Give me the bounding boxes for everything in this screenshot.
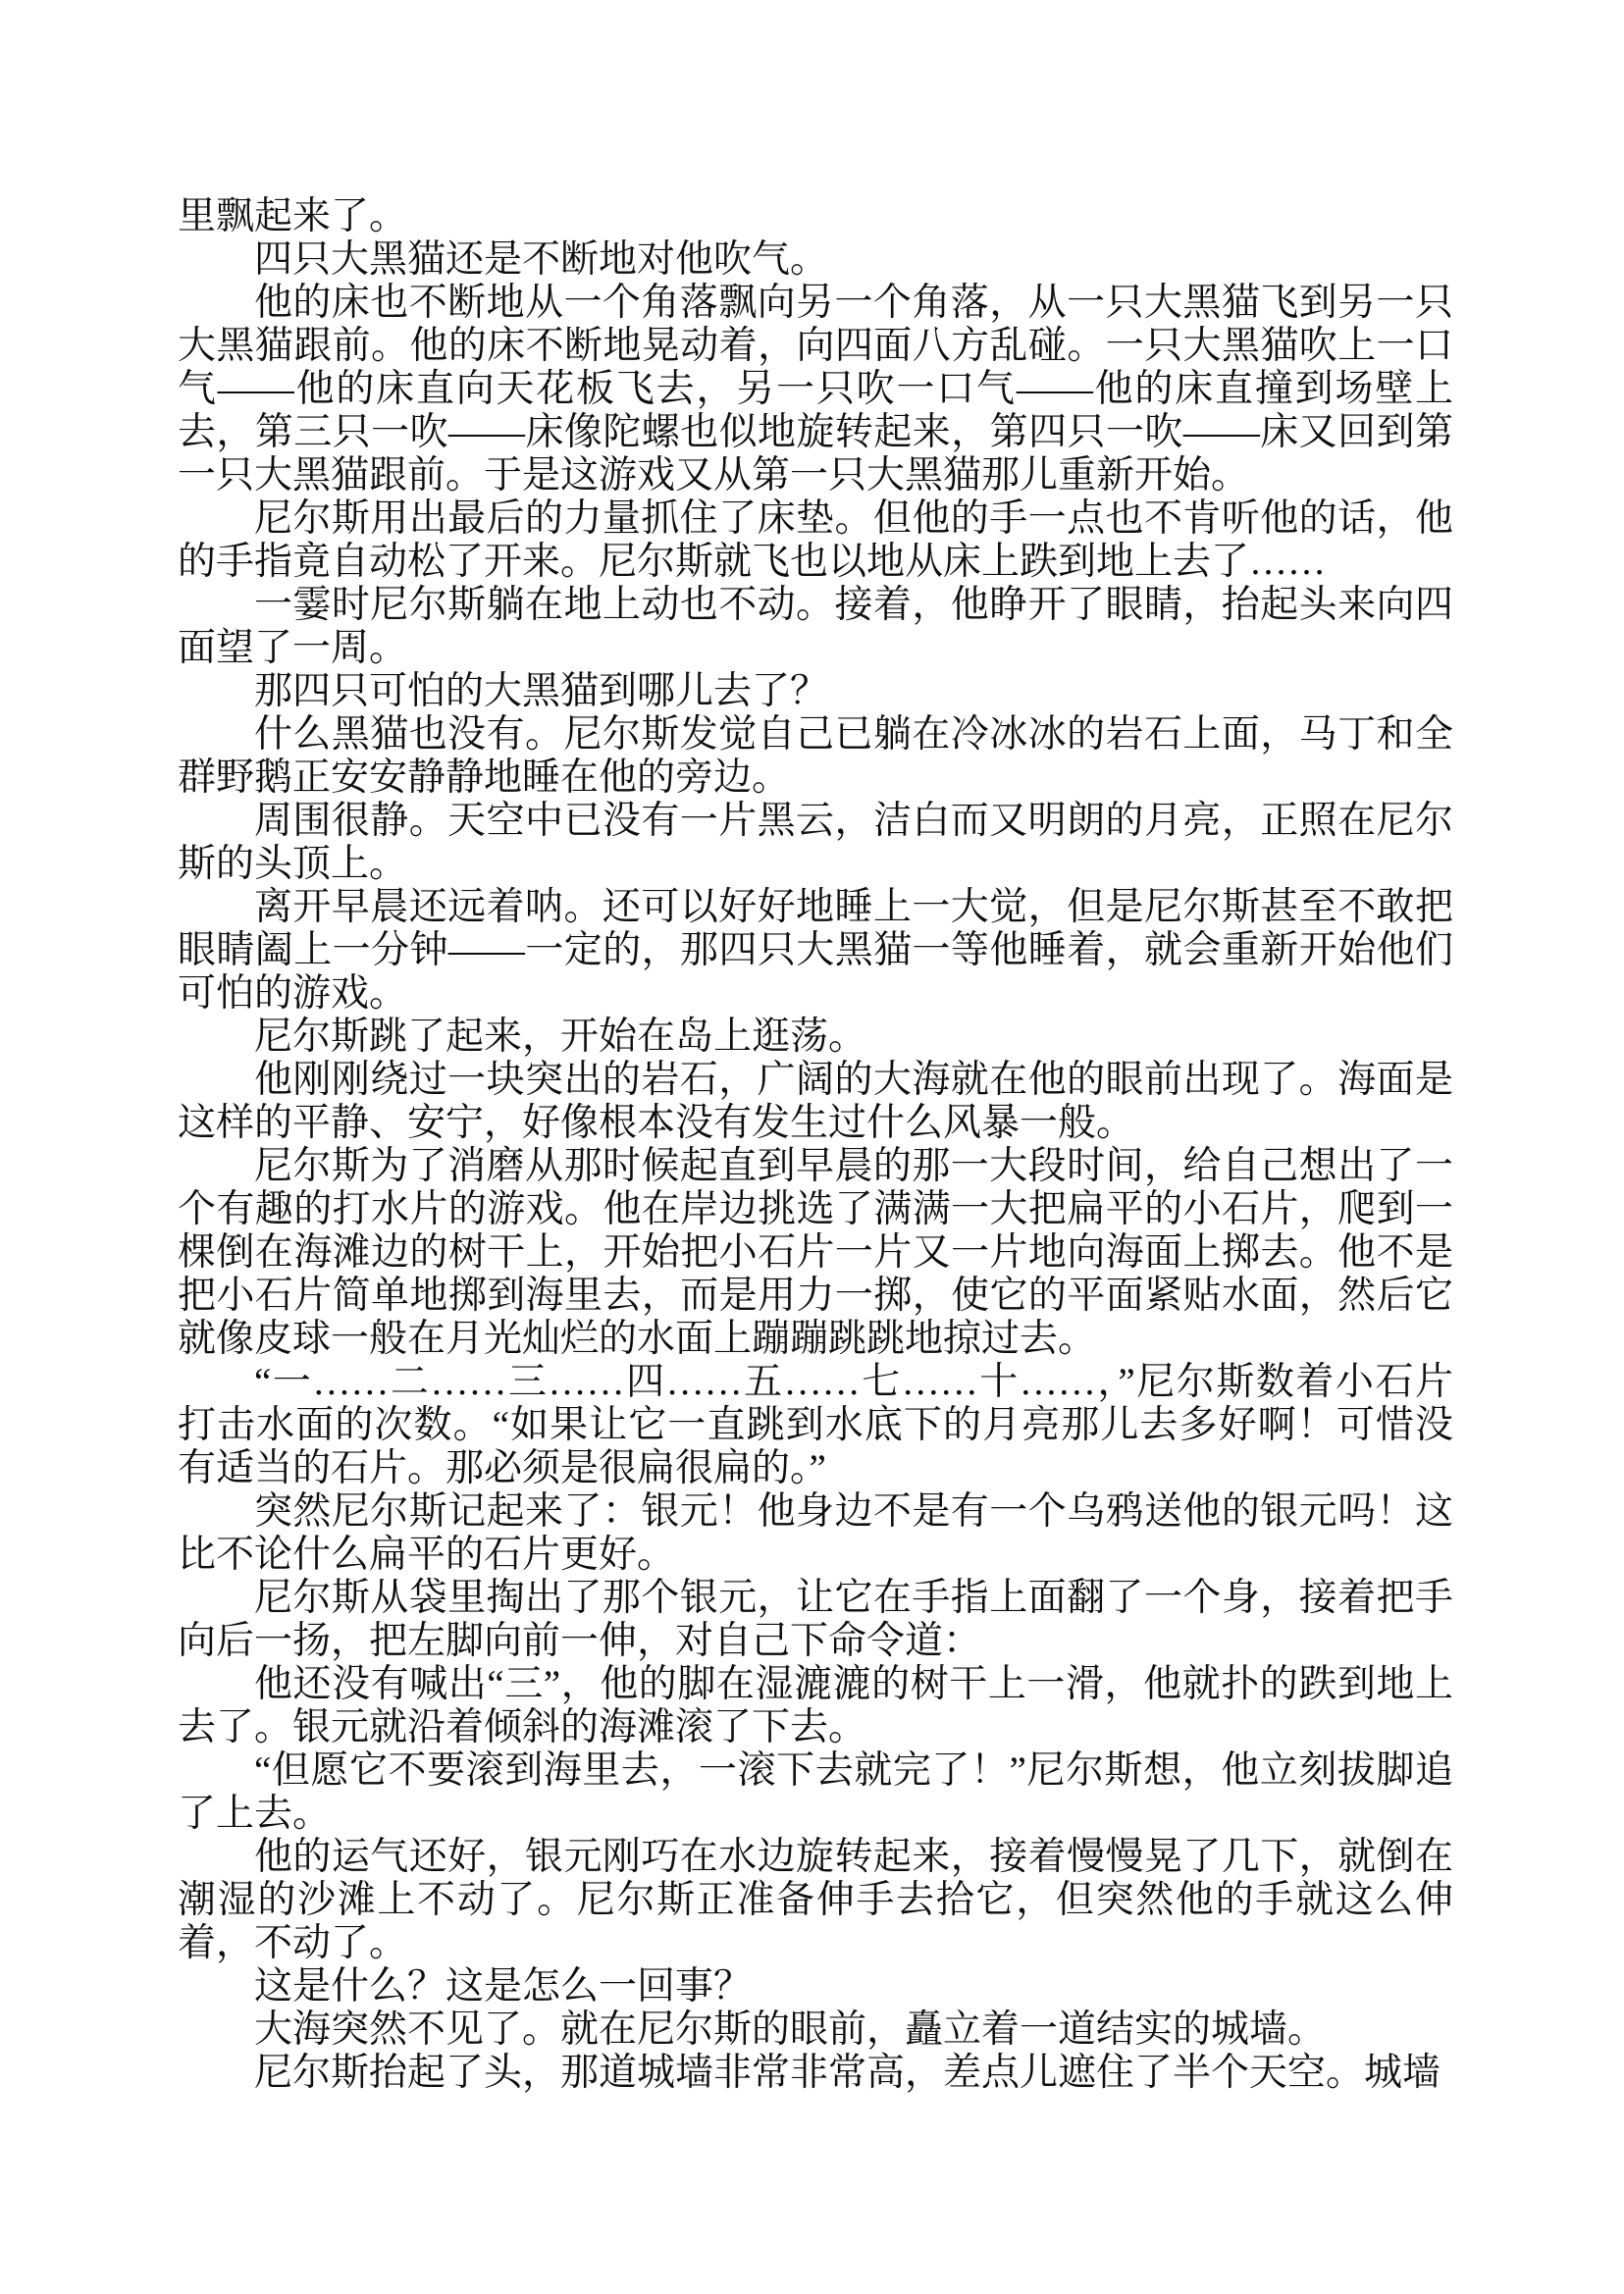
paragraph: 尼尔斯用出最后的力量抓住了床垫。但他的手一点也不肯听他的话，他的手指竟自动松了开来。尼尔斯就飞也以地从床上跌到地上去了…… — [178, 497, 1453, 583]
paragraph: 尼尔斯从袋里掏出了那个银元，让它在手指上面翻了一个身，接着把手向后一扬，把左脚向前一伸，对自己下命令道： — [178, 1577, 1453, 1662]
paragraph: “但愿它不要滚到海里去，一滚下去就完了！”尼尔斯想，他立刻拔脚追了上去。 — [178, 1749, 1453, 1835]
paragraph: 他的运气还好，银元刚巧在水边旋转起来，接着慢慢晃了几下，就倒在潮湿的沙滩上不动了。尼尔斯正准备伸手去拾它，但突然他的手就这么伸着，不动了。 — [178, 1836, 1453, 1964]
paragraph: 尼尔斯为了消磨从那时候起直到早晨的那一大段时间，给自己想出了一个有趣的打水片的游戏。他在岸边挑选了满满一大把扁平的小石片，爬到一棵倒在海滩边的树干上，开始把小石片一片又一片地向海面上掷去。他不是把小石片简单地掷到海里去，而是用力一掷，使它的平面紧贴水面，然后它就像皮球一般在月光灿烂的水面上蹦蹦跳跳地掠过去。 — [178, 1145, 1453, 1360]
paragraph: 里飘起来了。 — [178, 195, 408, 237]
paragraph: 尼尔斯跳了起来，开始在岛上逛荡。 — [254, 1016, 867, 1058]
paragraph: 尼尔斯抬起了头，那道城墙非常非常高，差点儿遮住了半个天空。城墙 — [254, 2052, 1441, 2094]
paragraph: 他还没有喊出“三”，他的脚在湿漉漉的树干上一滑，他就扑的跌到地上去了。银元就沿着倾斜的海滩滚了下去。 — [178, 1663, 1453, 1748]
paragraph: 什么黑猫也没有。尼尔斯发觉自己已躺在冷冰冰的岩石上面，马丁和全群野鹅正安安静静地睡在他的旁边。 — [178, 713, 1453, 799]
paragraph: 他的床也不断地从一个角落飘向另一个角落，从一只大黑猫飞到另一只大黑猫跟前。他的床不断地晃动着，向四面八方乱碰。一只大黑猫吹上一口气——他的床直向天花板飞去，另一只吹一口气——他的床直撞到场壁上去，第三只一吹——床像陀螺也似地旋转起来，第四只一吹——床又回到第一只大黑猫跟前。于是这游戏又从第一只大黑猫那儿重新开始。 — [178, 282, 1453, 496]
paragraph: 四只大黑猫还是不断地对他吹气。 — [254, 238, 829, 281]
paragraph: 那四只可怕的大黑猫到哪儿去了？ — [254, 670, 829, 712]
paragraph: 他刚刚绕过一块突出的岩石，广阔的大海就在他的眼前出现了。海面是这样的平静、安宁，好像根本没有发生过什么风暴一般。 — [178, 1059, 1453, 1144]
paragraph: “一……二……三……四……五……七……十……，”尼尔斯数着小石片打击水面的次数。“如果让它一直跳到水底下的月亮那儿去多好啊！可惜没有适当的石片。那必须是很扁很扁的。” — [178, 1361, 1453, 1489]
paragraph: 突然尼尔斯记起来了：银元！他身边不是有一个乌鸦送他的银元吗！这比不论什么扁平的石片更好。 — [178, 1490, 1453, 1576]
paragraph: 周围很静。天空中已没有一片黑云，洁白而又明朗的月亮，正照在尼尔斯的头顶上。 — [178, 800, 1453, 885]
text-content — [178, 195, 1453, 2095]
paragraph: 这是什么？这是怎么一回事？ — [254, 1965, 753, 2007]
paragraph: 离开早晨还远着呐。还可以好好地睡上一大觉，但是尼尔斯甚至不敢把眼睛阖上一分钟——一定的，那四只大黑猫一等他睡着，就会重新开始他们可怕的游戏。 — [178, 886, 1453, 1015]
paragraph: 大海突然不见了。就在尼尔斯的眼前，矗立着一道结实的城墙。 — [254, 2008, 1327, 2051]
paragraph: 一霎时尼尔斯躺在地上动也不动。接着，他睁开了眼睛，抬起头来向四面望了一周。 — [178, 584, 1453, 669]
